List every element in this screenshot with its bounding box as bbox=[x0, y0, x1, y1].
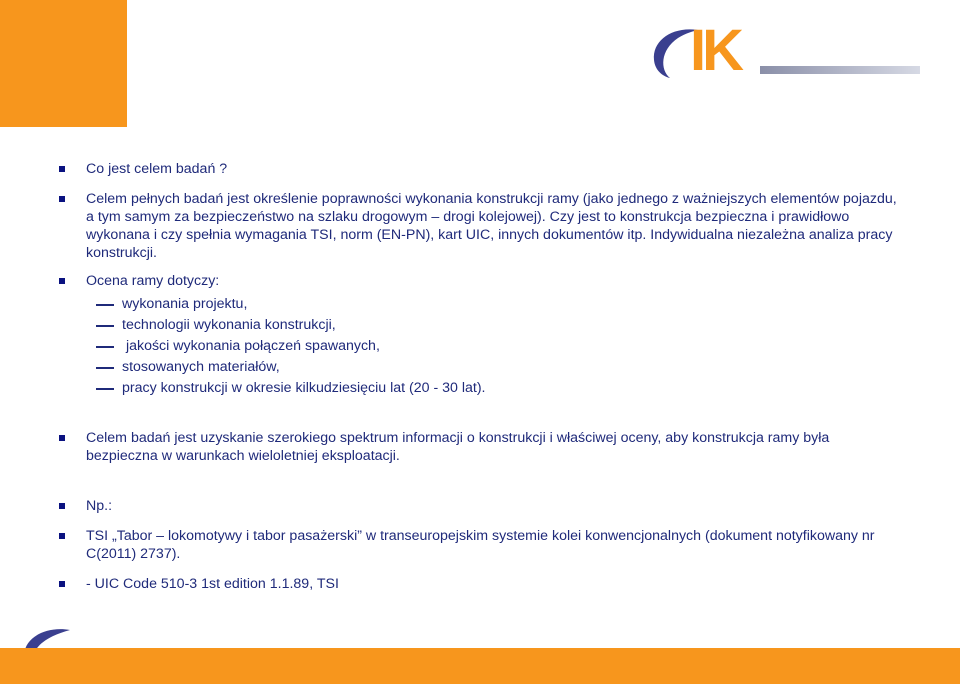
logo-text: IK bbox=[690, 18, 740, 83]
bullet-item bbox=[58, 527, 898, 563]
bullet-item bbox=[58, 575, 898, 593]
bullet-text: Np.: bbox=[86, 498, 113, 514]
bullet-item bbox=[58, 497, 898, 515]
sub-item bbox=[58, 316, 898, 334]
bullet-text: Celem pełnych badań jest określenie poprawności wykonania konstrukcji ramy (jako jednego z ważniejszych elementów pojazdu, a tym samym za bezpieczeństwo na szlaku drogowym – drogi kolejowej). Czy jest to konstrukcja bezpieczna i prawidłowo wykonana i czy spełnia wymagania TSI, norm (EN-PN), kart UIC, innych dokumentów itp. Indywidualna niezależna analiza pracy konstrukcji. bbox=[86, 191, 897, 261]
bullet-text: TSI „Tabor – lokomotywy i tabor pasażerski” w transeuropejskim systemie kolei konwencjonalnych (dokument notyfikowany nr C(2011) 2737). bbox=[86, 528, 875, 562]
footer-orange-bar bbox=[0, 648, 960, 684]
bullet-text: Co jest celem badań ? bbox=[86, 161, 228, 177]
sub-item bbox=[58, 379, 898, 397]
logo-gray-bar bbox=[760, 66, 920, 74]
sub-item-text: jakości wykonania połączeń spawanych, bbox=[122, 338, 380, 354]
bullet-item bbox=[58, 272, 898, 290]
bullet-item bbox=[58, 429, 898, 465]
sub-item bbox=[58, 337, 898, 355]
sub-item-text: wykonania projektu, bbox=[122, 296, 248, 312]
bullet-text: - UIC Code 510-3 1st edition 1.1.89, TSI bbox=[86, 576, 339, 592]
sub-item bbox=[58, 358, 898, 376]
bullet-text: Celem badań jest uzyskanie szerokiego spektrum informacji o konstrukcji i właściwej oceny, aby konstrukcja ramy była bezpieczna w warunkach wieloletniej eksploatacji. bbox=[86, 430, 830, 464]
sub-item-text: technologii wykonania konstrukcji, bbox=[122, 317, 336, 333]
slide-content bbox=[58, 160, 898, 593]
bullet-text: Ocena ramy dotyczy: bbox=[86, 273, 220, 289]
bullet-item bbox=[58, 190, 898, 262]
sub-item bbox=[58, 295, 898, 313]
corner-orange-block bbox=[0, 0, 127, 127]
sub-item-text: pracy konstrukcji w okresie kilkudziesięciu lat (20 - 30 lat). bbox=[122, 380, 486, 396]
bullet-item bbox=[58, 160, 898, 178]
sub-item-text: stosowanych materiałów, bbox=[122, 359, 280, 375]
